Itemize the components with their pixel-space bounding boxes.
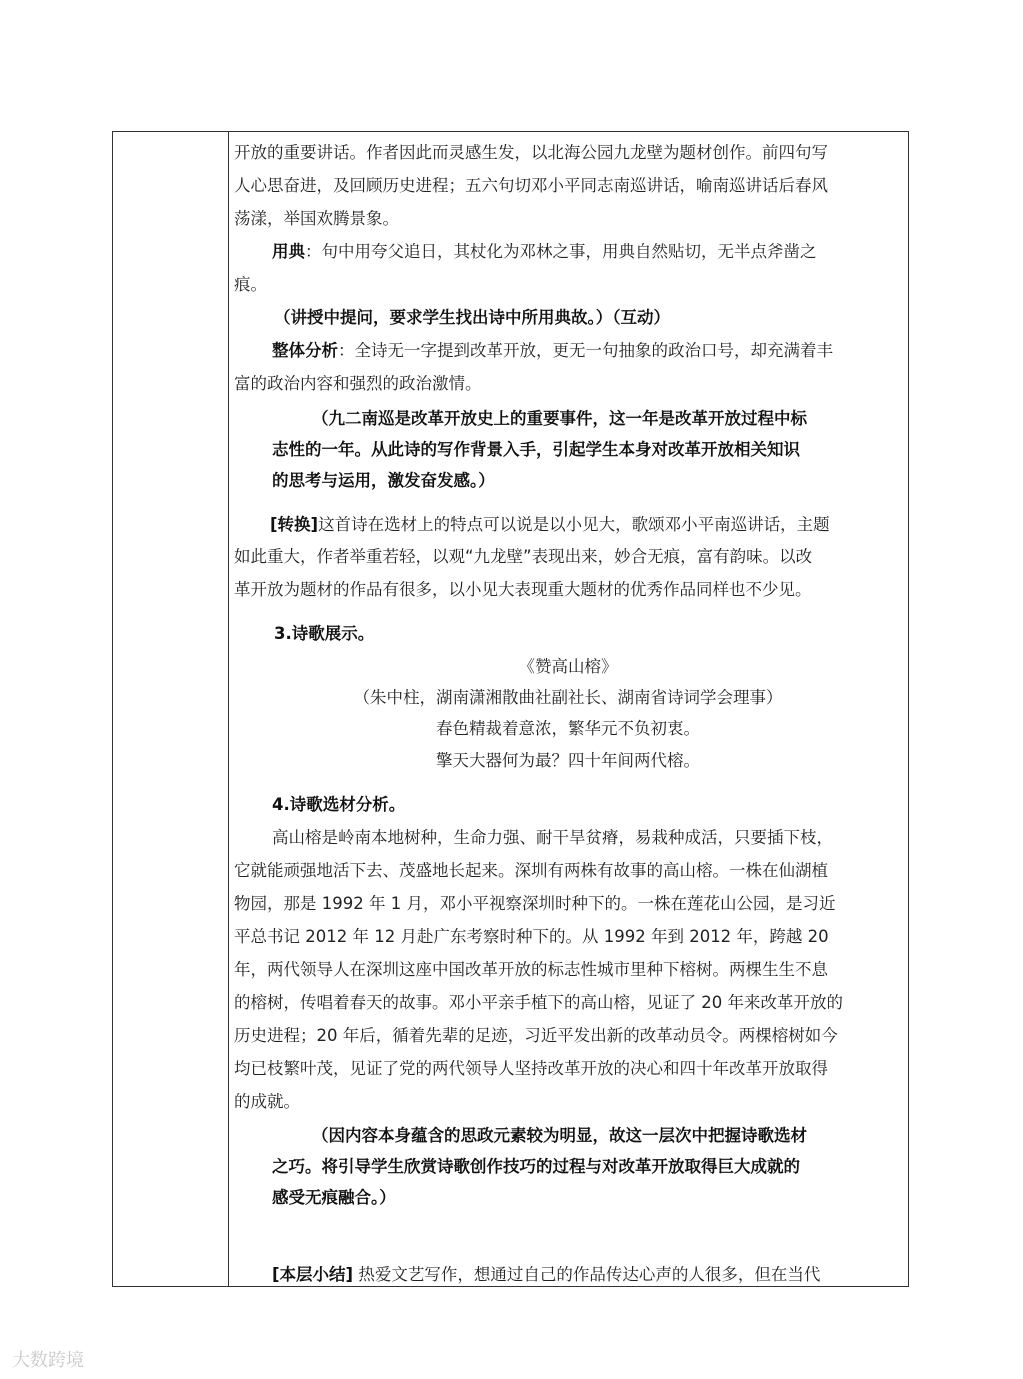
section-heading: 3.诗歌展示。 bbox=[274, 624, 375, 643]
text-line: 如此重大，作者举重若轻，以观“九龙壁”表现出来，妙合无痕，富有韵味。以改 bbox=[234, 547, 813, 566]
term-label: [转换] bbox=[270, 515, 319, 534]
text-line: [本层小结] 热爱文艺写作，想通过自己的作品传达心声的人很多，但在当代 bbox=[272, 1265, 821, 1284]
text-line: 富的政治内容和强烈的政治激情。 bbox=[234, 374, 482, 393]
poem-author: （朱中柱，湖南潇湘散曲社副社长、湖南省诗词学会理事） bbox=[353, 688, 783, 707]
teaching-note: （因内容本身蕴含的思政元素较为明显，故这一层次中把握诗歌选材 bbox=[312, 1126, 807, 1145]
text-line: 平总书记 2012 年 12 月赴广东考察时种下的。从 1992 年到 2012 年，跨越 20 bbox=[234, 927, 829, 946]
poem-line: 春色精裁着意浓，繁华元不负初衷。 bbox=[436, 719, 700, 738]
poem-line: 擎天大器何为最？四十年间两代榕。 bbox=[436, 751, 700, 770]
text-line: 的成就。 bbox=[234, 1092, 300, 1111]
teaching-note: 感受无痕融合。） bbox=[272, 1188, 396, 1207]
term-label: [本层小结] bbox=[272, 1265, 354, 1284]
teaching-note: 的思考与运用，激发奋发感。） bbox=[272, 471, 495, 490]
text-line: 革开放为题材的作品有很多，以小见大表现重大题材的优秀作品同样也不少见。 bbox=[234, 580, 812, 599]
section-heading: 4.诗歌选材分析。 bbox=[272, 795, 406, 814]
text-line: 高山榕是岭南本地树种，生命力强、耐干旱贫瘠，易栽种成活，只要插下枝， bbox=[272, 828, 833, 847]
text-line: 荡漾，举国欢腾景象。 bbox=[234, 209, 399, 228]
text-line: 物园，那是 1992 年 1 月，邓小平视察深圳时种下的。一株在莲花山公园，是习近 bbox=[234, 894, 836, 913]
text-line: 开放的重要讲话。作者因此而灵感生发，以北海公园九龙壁为题材创作。前四句写 bbox=[234, 143, 828, 162]
text-line: 人心思奋进，及回顾历史进程；五六句切邓小平同志南巡讲话，喻南巡讲话后春风 bbox=[234, 176, 828, 195]
text-line: 整体分析：全诗无一字提到改革开放，更无一句抽象的政治口号，却充满着丰 bbox=[272, 341, 833, 360]
text-line: [转换]这首诗在选材上的特点可以说是以小见大，歌颂邓小平南巡讲话，主题 bbox=[270, 515, 830, 534]
lesson-table bbox=[112, 131, 909, 1287]
text-line: 年，两代领导人在深圳这座中国改革开放的标志性城市里种下榕树。两棵生生不息 bbox=[234, 960, 828, 979]
term-label: 整体分析 bbox=[272, 341, 338, 360]
poem-title: 《赞高山榕》 bbox=[518, 657, 618, 676]
watermark: 大数跨境 bbox=[12, 1350, 84, 1371]
text-line: 的榕树，传唱着春天的故事。邓小平亲手植下的高山榕，见证了 20 年来改革开放的 bbox=[234, 993, 843, 1012]
teaching-note: 志性的一年。从此诗的写作背景入手，引起学生本身对改革开放相关知识 bbox=[272, 440, 800, 459]
term-label: 用典 bbox=[272, 242, 305, 261]
text-line: 用典：句中用夸父追日，其杖化为邓林之事，用典自然贴切，无半点斧凿之 bbox=[272, 242, 817, 261]
column-divider bbox=[228, 132, 229, 1286]
text-line: 历史进程；20 年后，循着先辈的足迹，习近平发出新的改革动员令。两棵榕树如今 bbox=[234, 1026, 838, 1045]
teaching-note: （九二南巡是改革开放史上的重要事件，这一年是改革开放过程中标 bbox=[312, 409, 807, 428]
teaching-note: （讲授中提问，要求学生找出诗中所用典故。）（互动） bbox=[274, 308, 670, 327]
text-line: 均已枝繁叶茂，见证了党的两代领导人坚持改革开放的决心和四十年改革开放取得 bbox=[234, 1059, 828, 1078]
text-line: 它就能顽强地活下去、茂盛地长起来。深圳有两株有故事的高山榕。一株在仙湖植 bbox=[234, 861, 828, 880]
text-line: 痕。 bbox=[234, 275, 267, 294]
teaching-note: 之巧。将引导学生欣赏诗歌创作技巧的过程与对改革开放取得巨大成就的 bbox=[272, 1157, 800, 1176]
